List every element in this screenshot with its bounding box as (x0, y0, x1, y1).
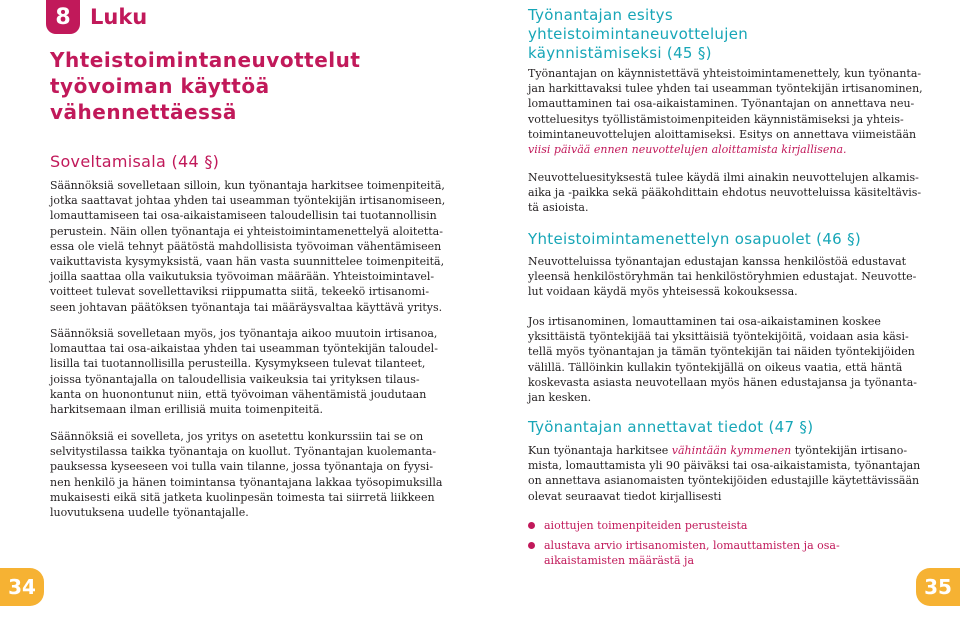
text-line: jan kesken. (528, 391, 592, 405)
text-line: lut voidaan käydä myös yhteisessä kokouksessa. (528, 285, 798, 299)
chapter-header (46, 0, 147, 34)
text-line: jan harkittavaksi tulee yhden tai useamman työntekijän irtisanominen, (528, 82, 923, 96)
paragraph-scope-2 (50, 326, 450, 417)
text-line: aika ja -paikka sekä pääkohdittain ehdotus neuvotteluissa käsiteltävis- (528, 186, 922, 200)
text-line: mukaisesti eikä sitä jatketa kuolinpesän toimesta tai siirretä liikkeen (50, 490, 435, 504)
text-line (528, 443, 948, 458)
text-line: joissa työnantajalla on taloudellisia vaikeuksia tai yrityksen tilaus- (50, 372, 420, 386)
text-line: vaikuttavista kysymyksistä, vaan hän vasta suunnittelee toimenpiteitä, (50, 255, 445, 269)
heading-line: käynnistämiseksi (45 §) (528, 44, 712, 62)
text-line: voitteet tulevat sovellettaviksi riippumatta siitä, tekeekö irtisanomi- (50, 285, 430, 299)
text-line: Säännöksiä sovelletaan silloin, kun työnantaja harkitsee toimenpiteitä, (50, 179, 445, 192)
text-line: harkitsemaan ilman erillisiä muita toimenpiteitä. (50, 403, 324, 417)
text-line: Säännöksiä sovelletaan myös, jos työnantaja aikoo muutoin irtisanoa, (50, 327, 438, 340)
text-line: on annettava asianomaisten työntekijöiden edustajille käytettävissään (528, 474, 920, 488)
text-line: lisilla tai tuotannollisilla perusteilla. Kysymykseen tulevat tilanteet, (50, 357, 426, 371)
text-line: Jos irtisanominen, lomauttaminen tai osa-aikaistaminen koskee (528, 315, 881, 328)
bullet-icon (528, 522, 535, 529)
page-title (50, 47, 410, 125)
paragraph-proposal-1 (528, 66, 948, 157)
chapter-label: Luku (90, 5, 148, 29)
text-segment: työntekijän irtisano- (791, 444, 908, 457)
title-line: Yhteistoimintaneuvottelut (50, 48, 361, 72)
page-number-right: 35 (916, 568, 960, 606)
text-line: jotka saattavat johtaa yhden tai useamman työntekijän irtisanomiseen, (50, 194, 446, 208)
paragraph-proposal-2 (528, 170, 948, 216)
section-heading-parties: Yhteistoimintamenettelyn osapuolet (46 §) (528, 230, 862, 248)
text-line: essa ole vielä tehnyt päätöstä mahdollisista työvoiman vähentämiseen (50, 239, 442, 253)
bullet-icon (528, 542, 535, 549)
title-line: vähennettäessä (50, 100, 237, 124)
list-item-text: aiottujen toimenpiteiden perusteista (544, 519, 748, 532)
paragraph-parties-1 (528, 254, 948, 300)
text-line: Neuvotteluissa työnantajan edustajan kanssa henkilöstöä edustavat (528, 255, 907, 268)
paragraph-information (528, 443, 948, 504)
text-line: lomauttaminen tai osa-aikaistaminen. Työnantajan on annettava neu- (528, 97, 915, 111)
page-number-left: 34 (0, 568, 44, 606)
list-item (528, 538, 918, 568)
text-line: pauksessa kyseeseen voi tulla vain tilanne, jossa työnantaja on fyysi- (50, 460, 434, 474)
section-heading-scope: Soveltamisala (44 §) (50, 152, 220, 171)
text-line: Neuvotteluesityksestä tulee käydä ilmi ainakin neuvottelujen alkamis- (528, 171, 919, 184)
text-line: lomauttamiseen tai osa-aikaistamiseen taloudellisin tai tuotannollisin (50, 209, 437, 223)
text-line: Säännöksiä ei sovelleta, jos yritys on asetettu konkurssiin tai se on (50, 430, 424, 443)
text-line: tellä myös työnantajan ja tämän työntekijän tai näiden työntekijöiden (528, 345, 915, 359)
text-line: mista, lomauttamista yli 90 päiväksi tai osa-aikaistamista, työnantajan (528, 459, 921, 473)
text-line: perustein. Näin ollen työnantaja ei yhteistoimintamenettelyä aloitetta- (50, 224, 443, 238)
text-line: selvitystilassa taikka työnantaja on kuollut. Työnantajan kuolemanta- (50, 445, 437, 459)
text-line: Työnantajan on käynnistettävä yhteistoimintamenettely, kun työnanta- (528, 67, 922, 80)
text-line: yksittäistä työntekijää tai yksittäisiä työntekijöitä, voidaan asia käsi- (528, 330, 909, 344)
text-line: tä asioista. (528, 201, 589, 215)
text-line: seen johtavan päätöksen työnantaja tai määräysvaltaa käyttävä yritys. (50, 300, 443, 314)
text-line: välillä. Tällöinkin kullakin työntekijällä on oikeus vaatia, että häntä (528, 360, 903, 374)
heading-line: yhteistoimintaneuvottelujen (528, 25, 749, 43)
text-line: nen henkilö ja hänen toimintansa työnantajana lakkaa työsopimuksilla (50, 475, 443, 489)
heading-line: Työnantajan esitys (528, 6, 673, 24)
text-segment: Kun työnantaja harkitsee (528, 444, 672, 457)
paragraph-parties-2 (528, 314, 948, 405)
text-line: olevat seuraavat tiedot kirjallisesti (528, 489, 722, 503)
paragraph-scope-1 (50, 178, 450, 315)
text-line: votteluesitys työllistämistoimenpiteiden käynnistämiseksi ja yhteis- (528, 112, 904, 126)
section-heading-proposal (528, 6, 948, 63)
information-bullet-list (528, 518, 918, 573)
text-line: koskevasta asiasta neuvotellaan myös hänen edustajansa ja työnanta- (528, 375, 917, 389)
paragraph-scope-3 (50, 429, 450, 520)
right-page (480, 0, 960, 642)
text-line: kanta on huonontunut niin, että työvoiman vähentämistä joudutaan (50, 387, 427, 401)
text-line: joilla saattaa olla vaikutuksia työvoiman määrään. Yhteistoimintavel- (50, 270, 435, 284)
text-line: toimintaneuvottelujen aloittamiseksi. Esitys on annettava viimeistään (528, 127, 917, 141)
text-line: lomauttaa tai osa-aikaistaa yhden tai useamman työntekijän taloudel- (50, 342, 438, 356)
list-item-text: alustava arvio irtisanomisten, lomauttamisten ja osa-aikaistamisten määrästä ja (544, 539, 840, 567)
text-line: yleensä henkilöstöryhmän tai henkilöstöryhmien edustajat. Neuvotte- (528, 270, 917, 284)
list-item (528, 518, 918, 533)
text-line: luovutuksena uudelle työnantajalle. (50, 506, 249, 520)
title-line: työvoiman käyttöä (50, 74, 270, 98)
emphasis-threshold: vähintään kymmenen (671, 444, 792, 457)
emphasis-deadline: viisi päivää ennen neuvottelujen aloittamista kirjallisena. (528, 143, 847, 157)
chapter-number-badge: 8 (46, 0, 80, 34)
section-heading-information: Työnantajan annettavat tiedot (47 §) (528, 418, 814, 436)
